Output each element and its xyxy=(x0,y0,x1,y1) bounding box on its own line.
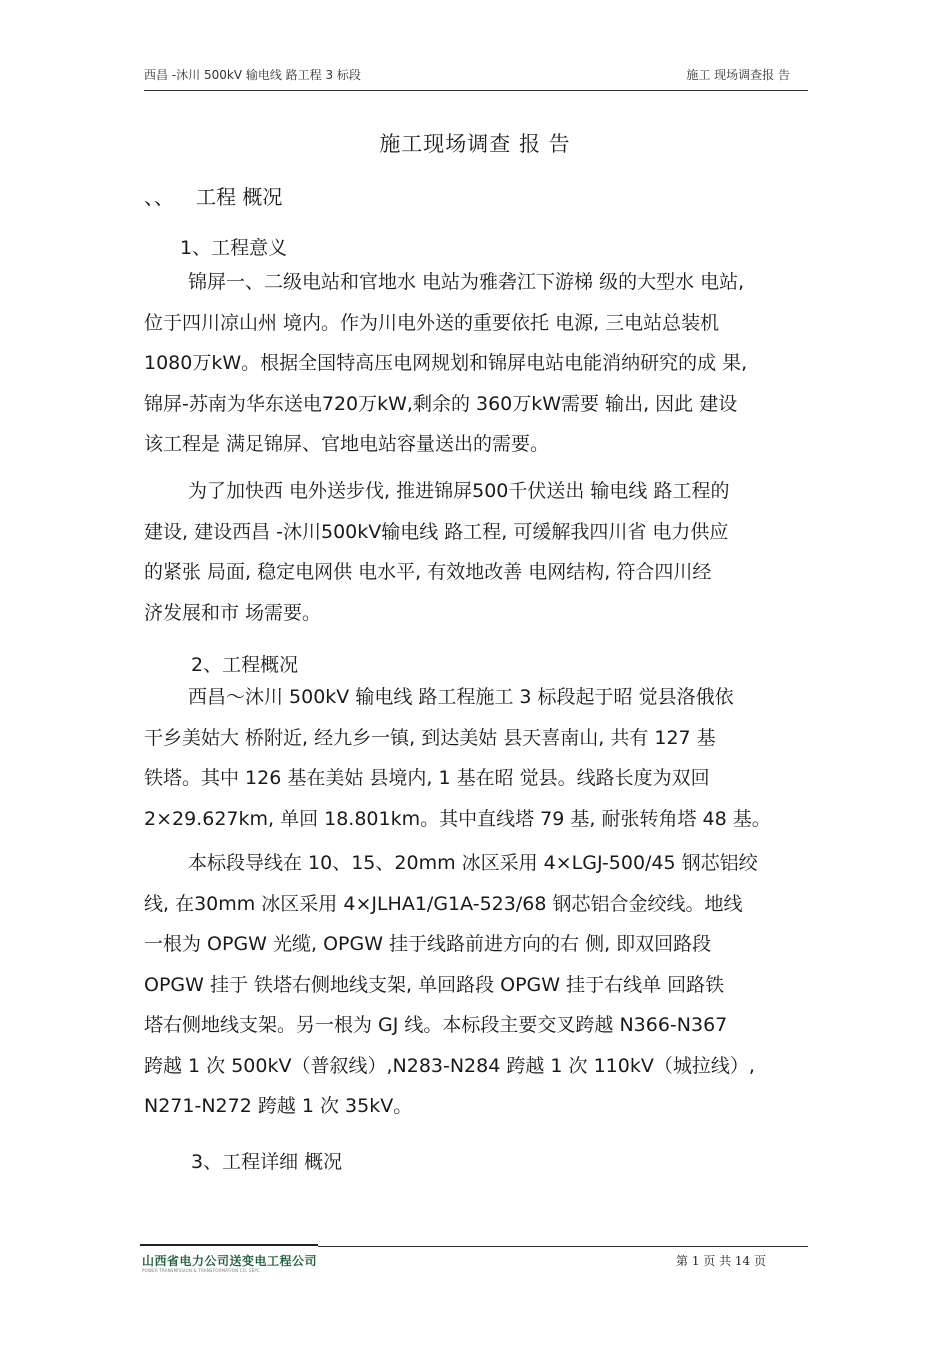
header-left: 西昌 -沐川 500kV 输电线 路工程 3 标段 xyxy=(144,68,361,82)
paragraph-overview-2 xyxy=(144,843,824,1127)
text-line: 济发展和市 场需要。 xyxy=(144,601,322,624)
logo-bar xyxy=(140,1244,318,1246)
paragraph-significance-2 xyxy=(144,471,824,633)
section-title: 工程 概况 xyxy=(196,185,283,209)
text-line: 跨越 1 次 500kV（普叙线）,N283-N284 跨越 1 次 110kV（城拉线）, xyxy=(144,1054,755,1077)
page-title: 施工现场调查 报 告 xyxy=(379,132,571,156)
text-line: 塔右侧地线支架。另一根为 GJ 线。本标段主要交叉跨越 N366-N367 xyxy=(144,1014,728,1036)
paragraph-significance-1 xyxy=(144,262,824,465)
text-line: N271-N272 跨越 1 次 35kV。 xyxy=(144,1095,413,1117)
text-line: 该工程是 满足锦屏、官地电站容量送出的需要。 xyxy=(144,433,550,455)
page-number: 第 1 页 共 14 页 xyxy=(676,1254,766,1268)
section-heading xyxy=(144,181,282,210)
text-line: 锦屏-苏南为华东送电720万kW,剩余的 360万kW需要 输出, 因此 建设 xyxy=(144,392,738,415)
text-line: 2×29.627km, 单回 18.801km。其中直线塔 79 基, 耐张转角塔 48 基。 xyxy=(144,807,771,830)
footer-divider xyxy=(318,1246,808,1247)
text-line: 铁塔。其中 126 基在美姑 县境内, 1 基在昭 觉县。线路长度为双回 xyxy=(144,767,710,789)
logo-text: 山西省电力公司送变电工程公司 xyxy=(142,1254,318,1268)
text-line: 一根为 OPGW 光缆, OPGW 挂于线路前进方向的右 侧, 即双回路段 xyxy=(144,933,712,955)
logo-subtext: POWER TRANSMISSION & TRANSFORMATION CO. SEPC xyxy=(142,1268,260,1273)
text-line: 位于四川凉山州 境内。作为川电外送的重要依托 电源, 三电站总装机 xyxy=(144,311,720,334)
text-line: 1080万kW。根据全国特高压电网规划和锦屏电站电能消纳研究的成 果, xyxy=(144,352,748,374)
text-line: 的紧张 局面, 稳定电网供 电水平, 有效地改善 电网结构, 符合四川经 xyxy=(144,561,712,583)
subsection-3-heading: 3、工程详细 概况 xyxy=(191,1151,343,1173)
header-right: 施工 现场调查报 告 xyxy=(686,68,790,82)
paragraph-overview-1 xyxy=(144,677,824,839)
header-divider xyxy=(144,90,808,91)
section-number: 、、 xyxy=(144,185,174,209)
company-logo xyxy=(140,1244,320,1274)
text-line: 线, 在30mm 冰区采用 4×JLHA1/G1A-523/68 钢芯铝合金绞线。地线 xyxy=(144,892,743,915)
text-line: 西昌～沐川 500kV 输电线 路工程施工 3 标段起于昭 觉县洛俄依 xyxy=(188,686,734,708)
subsection-2-heading: 2、工程概况 xyxy=(191,654,299,676)
text-line: 建设, 建设西昌 -沐川500kV输电线 路工程, 可缓解我四川省 电力供应 xyxy=(144,520,729,543)
text-line: 锦屏一、二级电站和官地水 电站为雅砻江下游梯 级的大型水 电站, xyxy=(188,271,745,293)
text-line: 为了加快西 电外送步伐, 推进锦屏500千伏送出 输电线 路工程的 xyxy=(188,480,730,502)
text-line: 干乡美姑大 桥附近, 经九乡一镇, 到达美姑 县天喜南山, 共有 127 基 xyxy=(144,726,716,749)
text-line: 本标段导线在 10、15、20mm 冰区采用 4×LGJ-500/45 钢芯铝绞 xyxy=(188,852,758,874)
subsection-1-heading: 1、工程意义 xyxy=(180,237,288,259)
text-line: OPGW 挂于 铁塔右侧地线支架, 单回路段 OPGW 挂于右线单 回路铁 xyxy=(144,973,725,996)
